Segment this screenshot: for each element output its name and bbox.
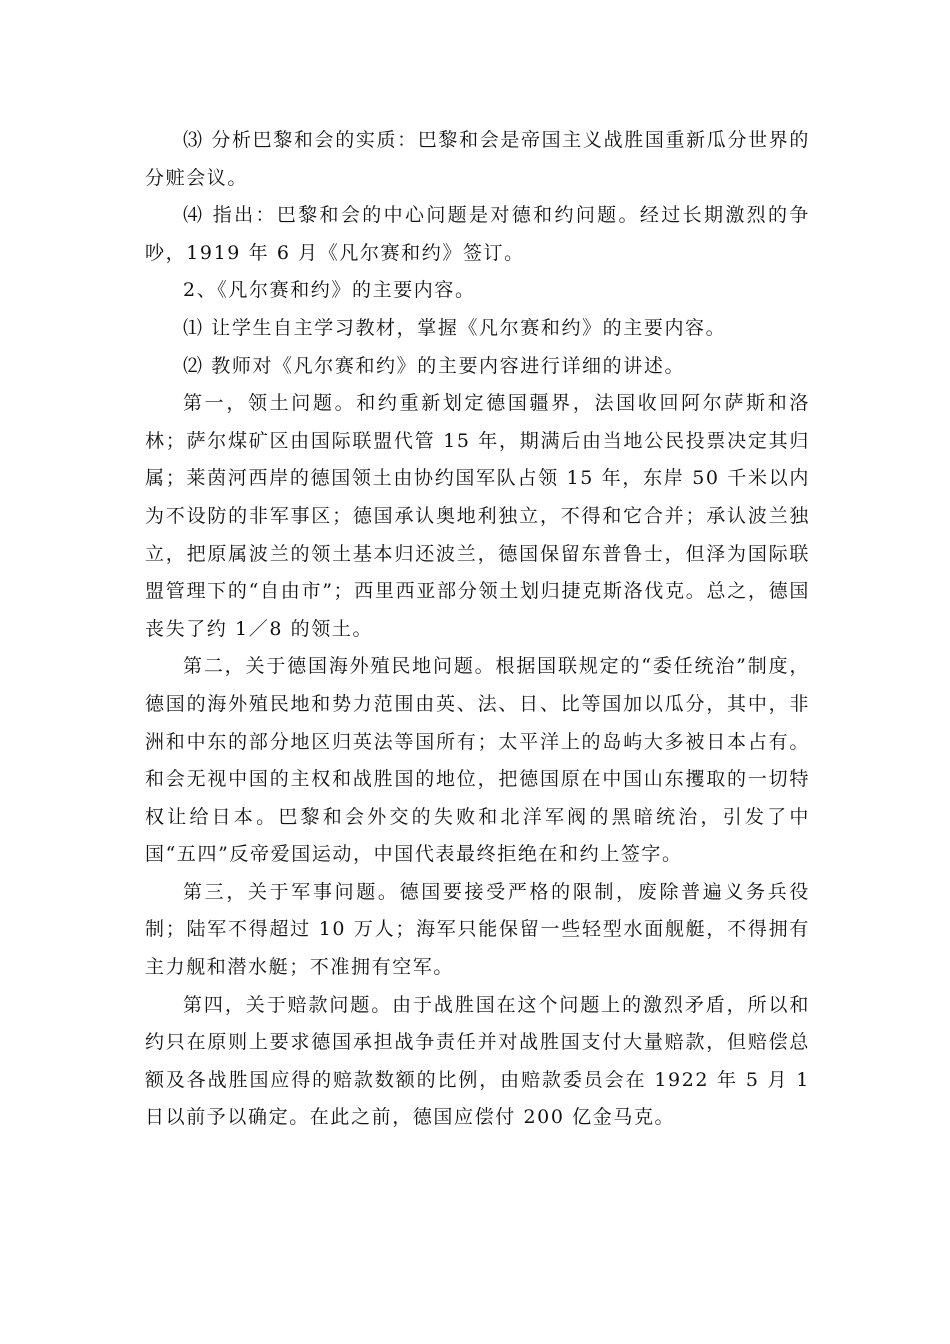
paragraph-territory: 第一，领土问题。和约重新划定德国疆界，法国收回阿尔萨斯和洛林；萨尔煤矿区由国际联盟代管 15 年，期满后由当地公民投票决定其归属；莱茵河西岸的德国领土由协约国军队占领 15 年，东岸 50 千米以内为不设防的非军事区；德国承认奥地利独立，不得和它合并；承认波兰独立，把原属波兰的领土基本归还波兰，德国保留东普鲁士，但泽为国际联盟管理下的“自由市”；西里西亚部分领土划归捷克斯洛伐克。总之，德国丧失了约 1／8 的领土。 [145,392,810,640]
paragraph-self-study: ⑴ 让学生自主学习教材，掌握《凡尔赛和约》的主要内容。 [183,316,727,339]
paragraph-teacher-lecture: ⑵ 教师对《凡尔赛和约》的主要内容进行详细的讲述。 [183,354,686,377]
section-heading-treaty-content: 2、《凡尔赛和约》的主要内容。 [183,279,476,302]
paragraph-paris-conference-essence: ⑶ 分析巴黎和会的实质：巴黎和会是帝国主义战胜国重新瓜分世界的分赃会议。 [145,129,810,189]
paragraph-reparations: 第四，关于赔款问题。由于战胜国在这个问题上的激烈矛盾，所以和约只在原则上要求德国承担战争责任并对战胜国支付大量赔款，但赔偿总额及各战胜国应得的赔款数额的比例，由赔款委员会在 1922 年 5 月 1 日以前予以确定。在此之前，德国应偿付 200 亿金马克。 [145,993,810,1129]
paragraph-central-issue: ⑷ 指出：巴黎和会的中心问题是对德和约问题。经过长期激烈的争吵，1919 年 6 月《凡尔赛和约》签订。 [145,204,810,264]
paragraph-colonies: 第二，关于德国海外殖民地问题。根据国联规定的“委任统治”制度，德国的海外殖民地和势力范围由英、法、日、比等国加以瓜分，其中，非洲和中东的部分地区归英法等国所有；太平洋上的岛屿大多被日本占有。和会无视中国的主权和战胜国的地位，把德国原在中国山东攫取的一切特权让给日本。巴黎和会外交的失败和北洋军阀的黑暗统治，引发了中国“五四”反帝爱国运动，中国代表最终拒绝在和约上签字。 [145,655,810,866]
document-body [145,122,810,1137]
paragraph-military: 第三，关于军事问题。德国要接受严格的限制，废除普遍义务兵役制；陆军不得超过 10 万人；海军只能保留一些轻型水面舰艇，不得拥有主力舰和潜水艇；不准拥有空军。 [145,880,810,979]
